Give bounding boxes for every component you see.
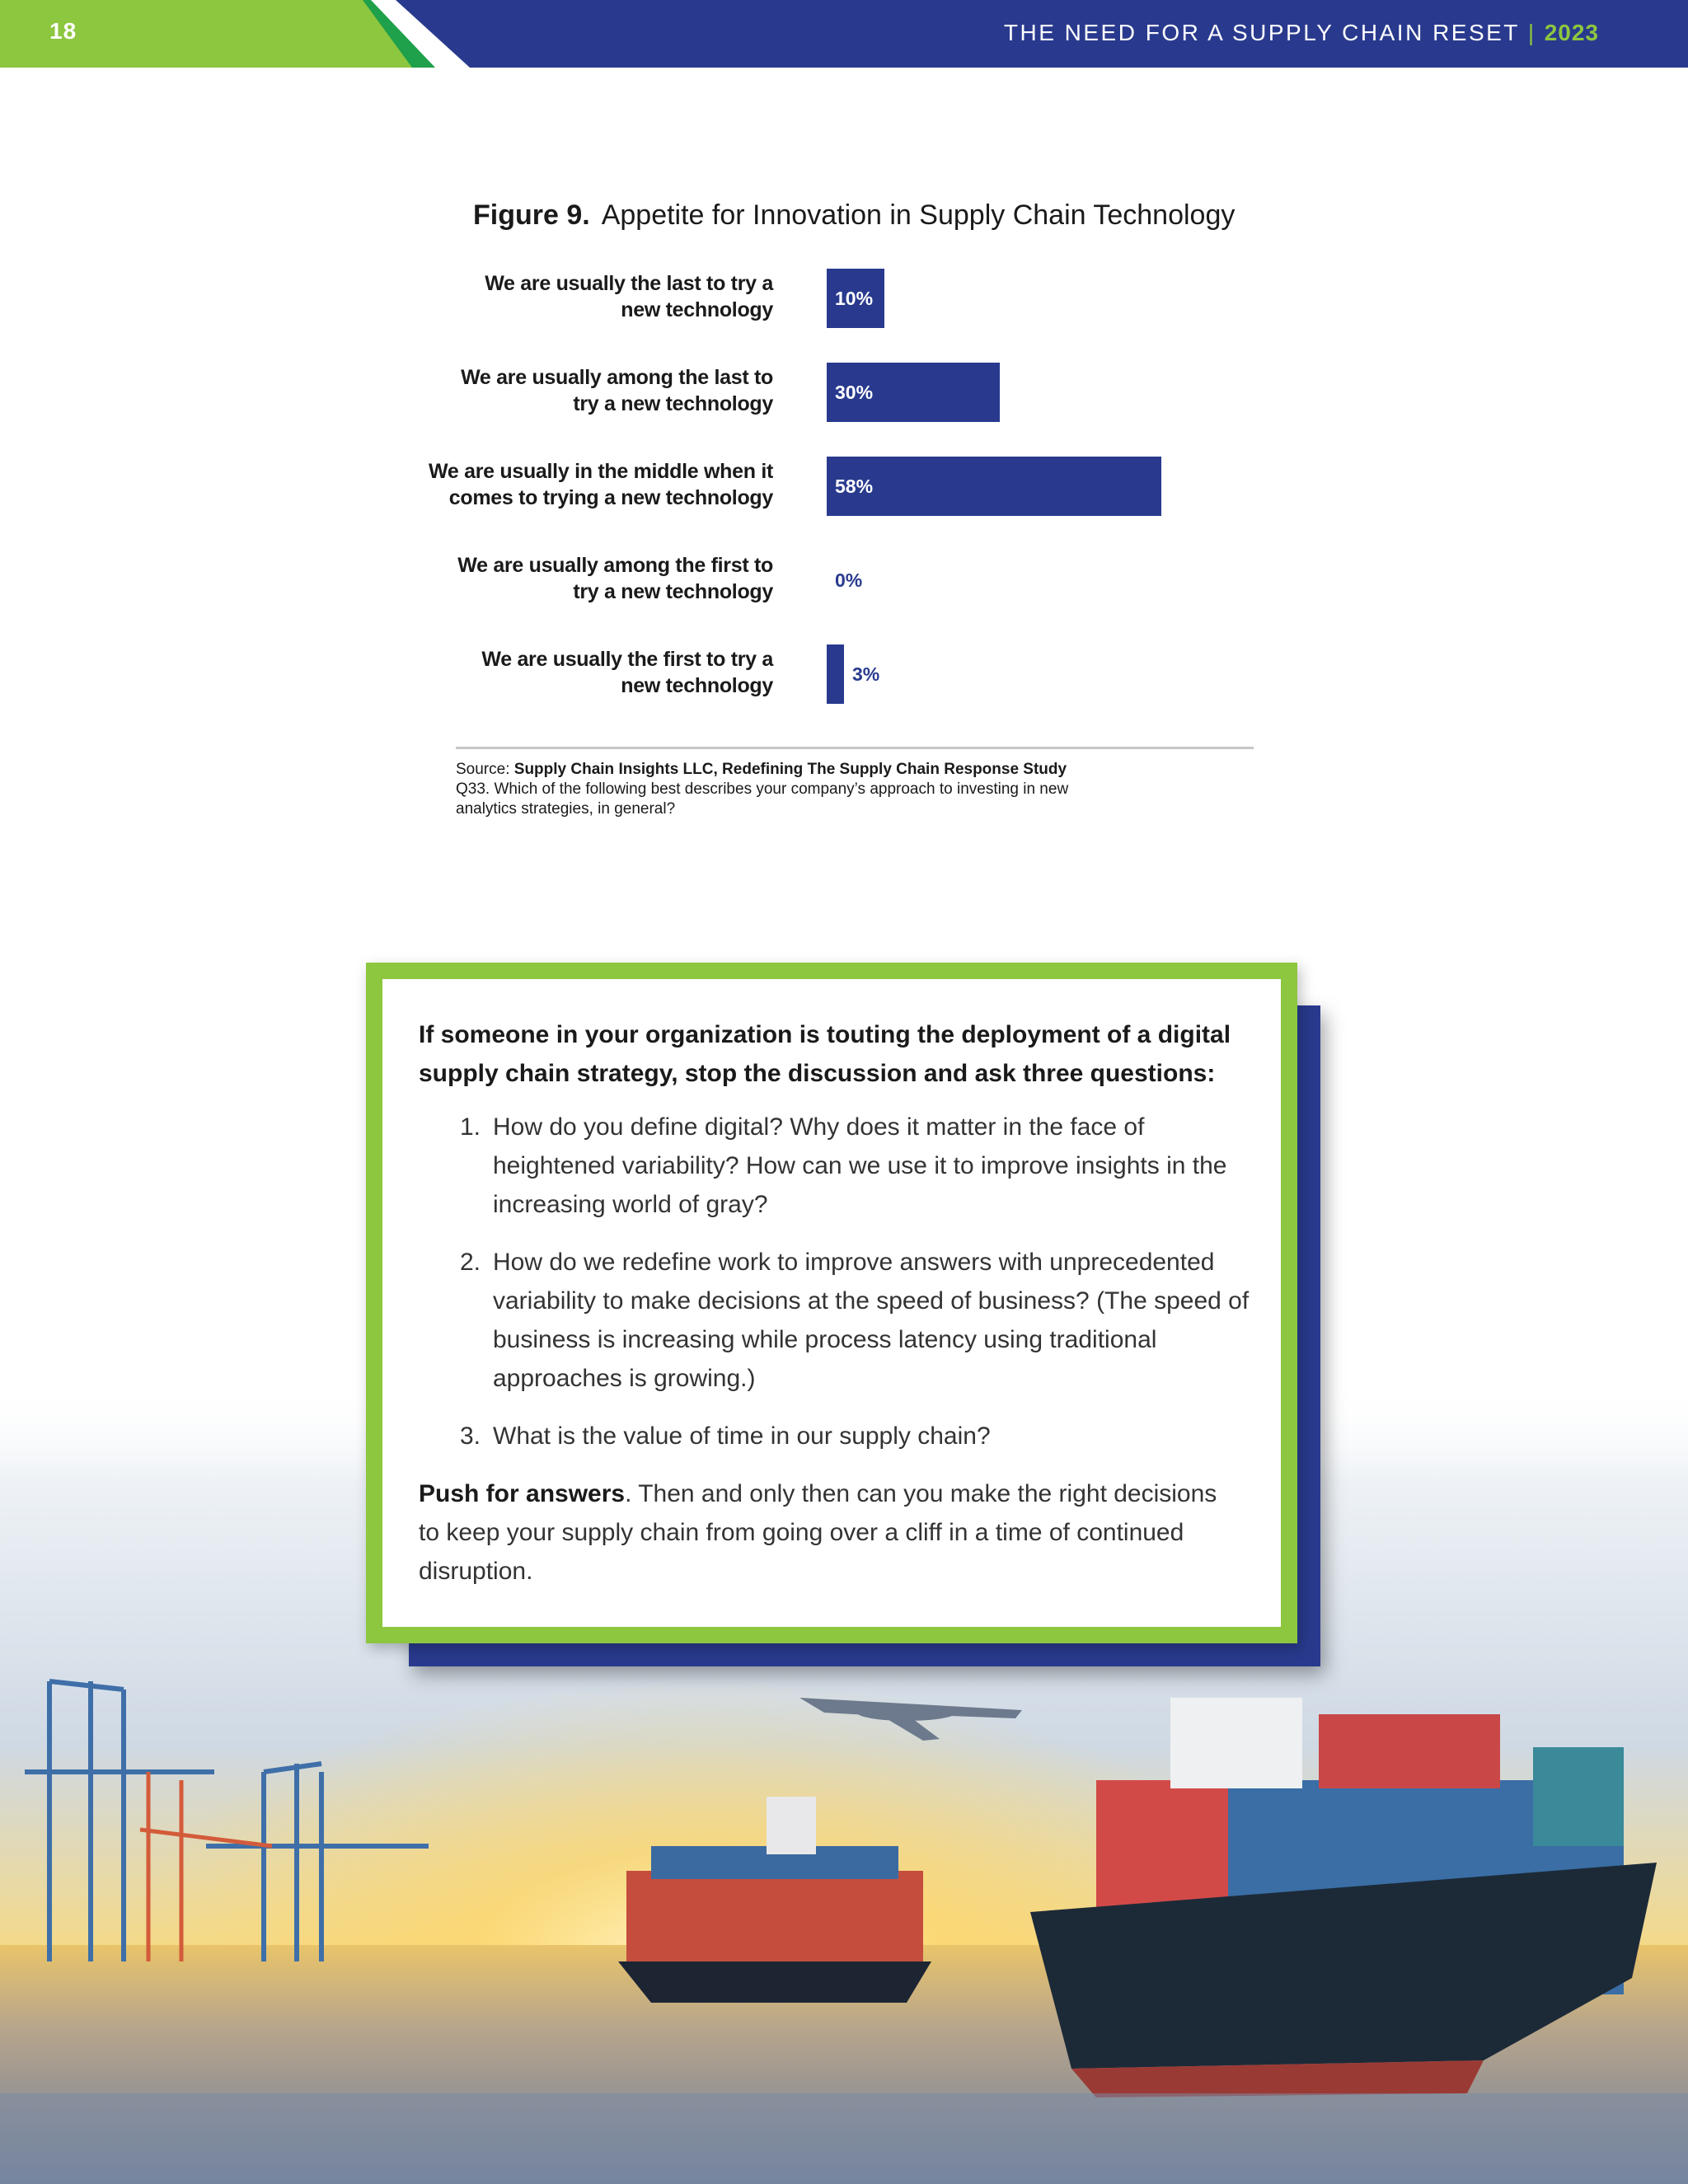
- question-text: How do you define digital? Why does it matter in the face of heightened variability? How can we use it to improve insights in the increasing world of gray?: [493, 1113, 1227, 1218]
- question-number: 3.: [460, 1422, 481, 1450]
- source-prefix: Source:: [456, 761, 510, 778]
- source-question: Q33. Which of the following best describes your company’s approach to investing in new analytics strategies, in general?: [456, 780, 1069, 818]
- callout-content: [382, 979, 1281, 1627]
- figure-caption: Appetite for Innovation in Supply Chain Technology: [601, 199, 1236, 231]
- document-year: 2023: [1544, 20, 1599, 45]
- source-name: Supply Chain Insights LLC, Redefining The Supply Chain Response Study: [513, 761, 1067, 778]
- bar-value-label: 0%: [835, 569, 863, 591]
- bar-label: [427, 458, 773, 511]
- question-item: [419, 1417, 1251, 1455]
- bar-label: [427, 646, 773, 699]
- bar-label-line: We are usually among the first to: [457, 554, 773, 577]
- bar-label-line: try a new technology: [573, 392, 773, 415]
- bar-value-label: 10%: [835, 288, 874, 309]
- figure-source: [456, 760, 1132, 819]
- callout-box: [366, 963, 1297, 1643]
- bar: [827, 644, 844, 704]
- closing-text: . Then and only then can you make the right decisions to keep your supply chain from going over a cliff in a time of continued disruption.: [419, 1480, 1217, 1585]
- closing-emphasis: Push for answers: [419, 1480, 626, 1507]
- document-title: [1004, 20, 1599, 46]
- question-item: [419, 1108, 1251, 1224]
- page-number: 18: [49, 18, 77, 44]
- bar: [827, 457, 1161, 516]
- document-title-text: THE NEED FOR A SUPPLY CHAIN RESET: [1003, 20, 1520, 45]
- page-header: [0, 0, 1688, 68]
- bar-label-line: We are usually the first to try a: [481, 648, 773, 671]
- bar-label-line: comes to trying a new technology: [448, 486, 773, 509]
- bar-value-label: 30%: [835, 382, 874, 403]
- bar-label: [427, 552, 773, 605]
- bar-value-label: 58%: [835, 476, 874, 497]
- bar-label-line: new technology: [621, 298, 773, 321]
- callout-lead: If someone in your organization is touting the deployment of a digital supply chain strategy, stop the discussion and ask three questions:: [419, 1021, 1231, 1087]
- callout-closing: [419, 1474, 1243, 1591]
- bar-label-line: try a new technology: [573, 580, 773, 603]
- figure-title: [473, 199, 1235, 232]
- question-text: What is the value of time in our supply chain?: [493, 1422, 991, 1450]
- question-text: How do we redefine work to improve answers with unprecedented variability to make decisions at the speed of business? (The speed of business is increasing while process latency using traditional approaches is growing.): [493, 1249, 1250, 1392]
- figure-divider: [456, 747, 1254, 749]
- bar-label-line: We are usually in the middle when it: [429, 460, 773, 483]
- question-number: 2.: [460, 1249, 481, 1276]
- bar-chart: [429, 264, 1253, 725]
- bar-label-line: new technology: [621, 674, 773, 697]
- question-list: [419, 1108, 1250, 1455]
- figure-number: Figure 9.: [473, 199, 590, 231]
- bar-label: [427, 364, 773, 417]
- question-item: [419, 1243, 1251, 1398]
- bar-label-line: We are usually among the last to: [461, 366, 773, 389]
- bar-value-label: 3%: [852, 663, 880, 685]
- bar-label-line: We are usually the last to try a: [485, 272, 773, 295]
- question-number: 1.: [460, 1113, 481, 1141]
- title-separator: |: [1527, 20, 1536, 45]
- bar-label: [427, 270, 773, 323]
